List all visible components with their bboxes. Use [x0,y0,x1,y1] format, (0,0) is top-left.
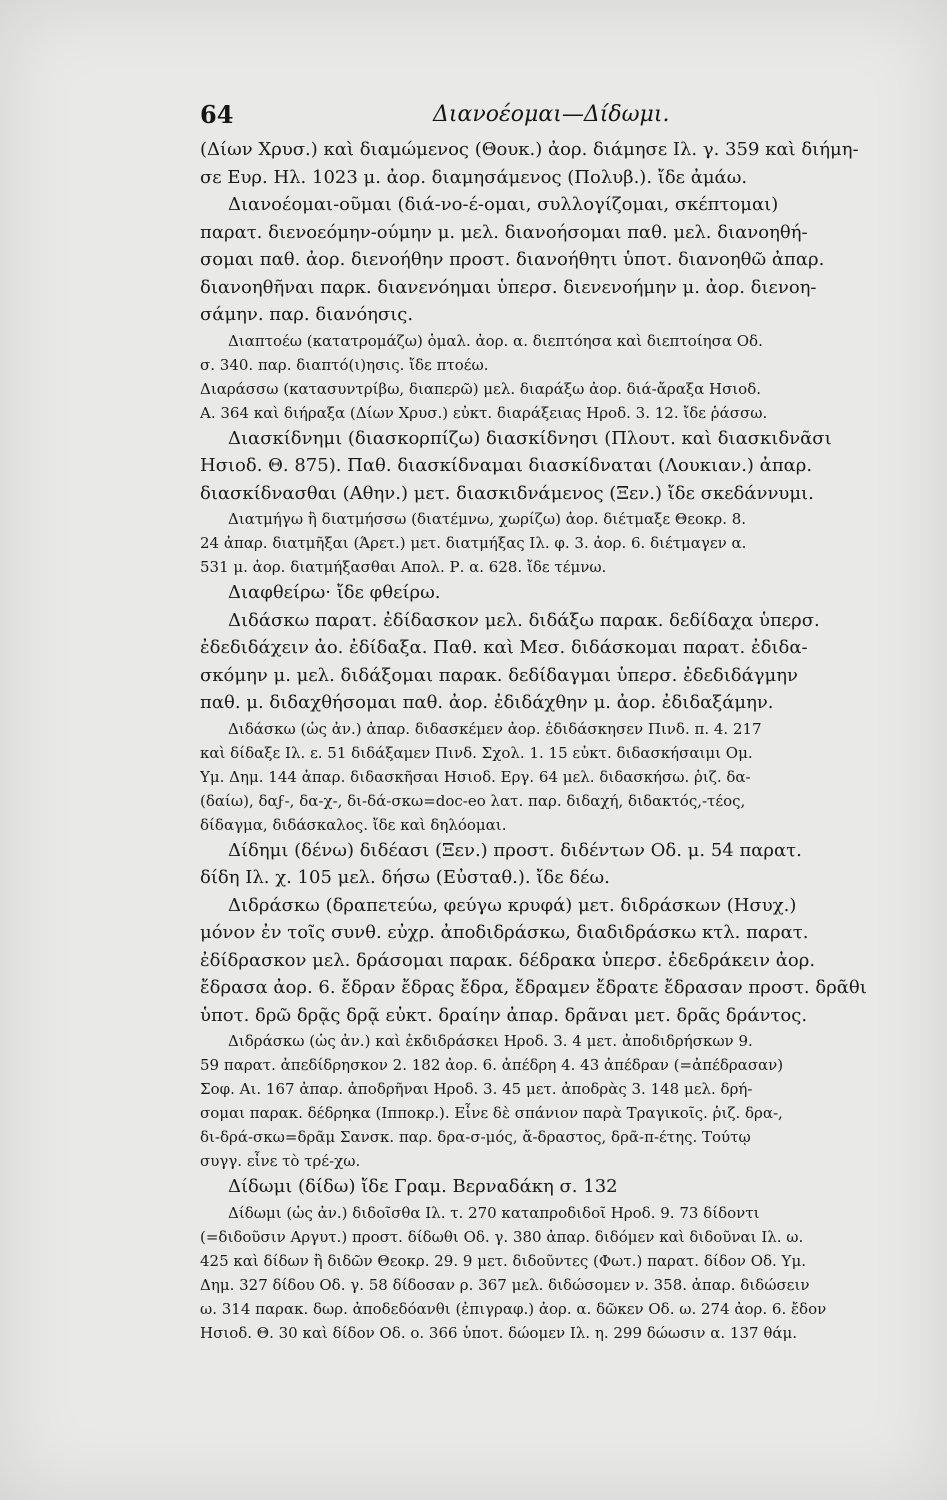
dictionary-entry [200,1029,872,1173]
page-number: 64 [200,100,234,129]
entry-line: μόνον ἐν τοῖς συνθ. εὐχρ. ἀποδιδράσκω, διαδιδράσκω κτλ. παρατ. [200,922,809,943]
entry-line: Διατμήγω ἢ διατμήσσω (διατέμνω, χωρίζω) ἀορ. διέτμαξε Θεοκρ. 8. [228,510,747,528]
entry-line: Διδράσκω (δραπετεύω, φεύγω κρυφά) μετ. διδράσκων (Ησυχ.) [228,894,797,916]
entry-line: δίδη Ιλ. χ. 105 μελ. δήσω (Εὐσταθ.). ἴδε δέω. [200,867,610,888]
entry-line: σε Ευρ. Ηλ. 1023 μ. ἀορ. διαμησάμενος (Πολυβ.). ἴδε ἀμάω. [200,166,748,188]
entry-line: Δημ. 327 δίδου Οδ. γ. 58 δίδοσαν ρ. 367 μελ. διδώσομεν ν. 358. ἀπαρ. διδώσειν [200,1275,810,1294]
entry-line: Ησιοδ. Θ. 875). Παθ. διασκίδναμαι διασκίδναται (Λουκιαν.) ἀπαρ. [200,455,813,476]
entry-line: παρατ. διενοεόμην-ούμην μ. μελ. διανοήσομαι παθ. μελ. διανοηθή- [200,221,808,243]
running-head: Διανοέομαι—Δίδωμι. [433,102,670,127]
entry-line: (=διδοῦσιν Αργυτ.) προστ. δίδωθι Οδ. γ. 380 ἀπαρ. διδόμεν καὶ διδοῦναι Ιλ. ω. [200,1227,804,1246]
entry-line: διανοηθῆναι παρκ. διανενόημαι ὑπερσ. διενενοήμην μ. ἀορ. διενοη- [200,276,817,298]
page-header [200,100,867,136]
entry-line: Δίδημι (δένω) διδέασι (Ξεν.) προστ. διδέντων Οδ. μ. 54 παρατ. [228,839,802,861]
dictionary-entry [200,892,872,1030]
entry-line: Διαπτοέω (κατατρομάζω) ὁμαλ. ἀορ. α. διεπτόησα καὶ διεπτοίησα Οδ. [228,331,763,350]
dictionary-entry [200,191,872,329]
dictionary-entry [200,425,872,508]
dictionary-entry [200,717,872,837]
entry-line: σκόμην μ. μελ. διδάξομαι παρακ. δεδίδαγμαι ὑπερσ. ἐδεδιδάγμην [200,664,798,686]
entry-line: 24 ἀπαρ. διατμῆξαι (Άρετ.) μετ. διατμήξας Ιλ. φ. 3. ἀορ. 6. διέτμαγεν α. [200,534,747,552]
entry-line: (δαίω), δαϝ-, δα-χ-, δι-δά-σκω=doc-eo λατ. παρ. διδαχή, διδακτός,-τέος, [200,791,746,810]
entry-line: ω. 314 παρακ. δωρ. ἀποδεδόανθι (ἐπιγραφ.) ἀορ. α. δῶκεν Οδ. ω. 274 ἀορ. 6. ἔδον [200,1299,827,1318]
dictionary-text [200,136,872,1345]
entry-line: Διασκίδνημι (διασκορπίζω) διασκίδνησι (Πλουτ. καὶ διασκιδνᾶσι [228,427,832,449]
dictionary-entry [200,329,872,425]
entry-line: συγγ. εἶνε τὸ τρέ-χω. [200,1152,361,1170]
entry-line: δι-δρά-σκω=δρᾶμ Σανσκ. παρ. δρα-σ-μός, ἄ-δραστος, δρᾶ-π-έτης. Τούτῳ [200,1128,751,1146]
entry-line: ἔδρασα ἀορ. 6. ἔδραν ἔδρας ἔδρα, ἔδραμεν ἔδρατε ἔδρασαν προστ. δρᾶθι [200,977,867,998]
entry-line: ὑποτ. δρῶ δρᾷς δρᾷ εὐκτ. δραίην ἀπαρ. δρᾶναι μετ. δρᾶς δράντος. [200,1004,808,1026]
entry-line: Διδάσκω (ὡς ἀν.) ἀπαρ. διδασκέμεν ἀορ. ἐδιδάσκησεν Πινδ. π. 4. 217 [228,719,762,738]
entry-line: ἐδίδρασκον μελ. δράσομαι παρακ. δέδρακα ὑπερσ. ἐδεδράκειν ἀορ. [200,949,816,971]
entry-line: 59 παρατ. ἀπεδίδρησκον 2. 182 ἀορ. 6. ἀπέδρη 4. 43 ἀπέδραν (=ἀπέδρασαν) [200,1056,784,1074]
entry-line: σομαι παθ. ἀορ. διενοήθην προστ. διανοήθητι ὑποτ. διανοηθῶ ἀπαρ. [200,249,825,270]
entry-line: 531 μ. ἀορ. διατμήξασθαι Απολ. Ρ. α. 628. ἴδε τέμνω. [200,558,607,576]
entry-line: Δίδωμι (δίδω) ἴδε Γραμ. Βερναδάκη σ. 132 [228,1176,618,1197]
entry-line: (Δίων Χρυσ.) καὶ διαμώμενος (Θουκ.) ἀορ. διάμησε Ιλ. γ. 359 καὶ διήμη- [200,139,859,160]
entry-line: καὶ δίδαξε Ιλ. ε. 51 διδάξαμεν Πινδ. Σχολ. 1. 15 εὐκτ. διδασκήσαιμι Ομ. [200,743,753,762]
entry-line: Σοφ. Αι. 167 ἀπαρ. ἀποδρῆναι Ηροδ. 3. 45 μετ. ἀποδρὰς 3. 148 μελ. δρή- [200,1080,753,1098]
entry-line: σομαι παρακ. δέδρηκα (Ιπποκρ.). Εἶνε δὲ σπάνιον παρὰ Τραγικοῖς. ῥιζ. δρα-, [200,1104,783,1122]
entry-line: διασκίδνασθαι (Αθην.) μετ. διασκιδνάμενος (Ξεν.) ἴδε σκεδάννυμι. [200,482,814,504]
entry-line: Διδάσκω παρατ. ἐδίδασκον μελ. διδάξω παρακ. δεδίδαχα ὑπερσ. [228,609,820,631]
entry-line: 425 καὶ δίδων ἢ διδῶν Θεοκρ. 29. 9 μετ. διδοῦντες (Φωτ.) παρατ. δίδον Οδ. Υμ. [200,1251,806,1270]
entry-line: Διανοέομαι-οῦμαι (διά-νο-έ-ομαι, συλλογίζομαι, σκέπτομαι) [228,194,779,215]
entry-line: Διαράσσω (κατασυντρίβω, διαπερῶ) μελ. διαράξω ἀορ. διά-ἄραξα Ησιοδ. [200,379,762,398]
entry-line: δίδαγμα, διδάσκαλος. ἴδε καὶ δηλόομαι. [200,815,507,834]
entry-line: σάμην. παρ. διανόησις. [200,304,414,325]
dictionary-entry [200,579,872,607]
entry-line: Διδράσκω (ὡς ἀν.) καὶ ἐκδιδράσκει Ηροδ. 3. 4 μετ. ἀποδιδρήσκων 9. [228,1032,753,1050]
dictionary-entry [200,837,872,892]
entry-line: Υμ. Δημ. 144 ἀπαρ. διδασκῆσαι Ησιοδ. Εργ. 64 μελ. διδασκήσω. ῥιζ. δα- [200,767,751,786]
entry-line: Δίδωμι (ὡς ἀν.) διδοῖσθα Ιλ. τ. 270 καταπροδιδοῖ Ηροδ. 9. 73 δίδοντι [228,1203,760,1222]
dictionary-entry [200,136,872,191]
entry-line: Α. 364 καὶ διήραξα (Δίων Χρυσ.) εὐκτ. διαράξειας Ηροδ. 3. 12. ἴδε ῥάσσω. [200,403,768,422]
dictionary-entry [200,607,872,717]
entry-line: σ. 340. παρ. διαπτό(ι)ησις. ἴδε πτοέω. [200,355,489,374]
dictionary-entry [200,1173,872,1201]
entry-line: παθ. μ. διδαχθήσομαι παθ. ἀορ. ἐδιδάχθην μ. ἀορ. ἐδιδαξάμην. [200,692,774,713]
dictionary-entry [200,507,872,579]
entry-line: Ησιοδ. Θ. 30 καὶ δίδον Οδ. ο. 366 ὑποτ. δώομεν Ιλ. η. 299 δώωσιν α. 137 θάμ. [200,1323,798,1342]
entry-line: Διαφθείρω· ἴδε φθείρω. [228,582,441,603]
entry-line: ἐδεδιδάχειν ἀο. ἐδίδαξα. Παθ. καὶ Μεσ. διδάσκομαι παρατ. ἐδιδα- [200,637,808,658]
dictionary-entry [200,1201,872,1345]
